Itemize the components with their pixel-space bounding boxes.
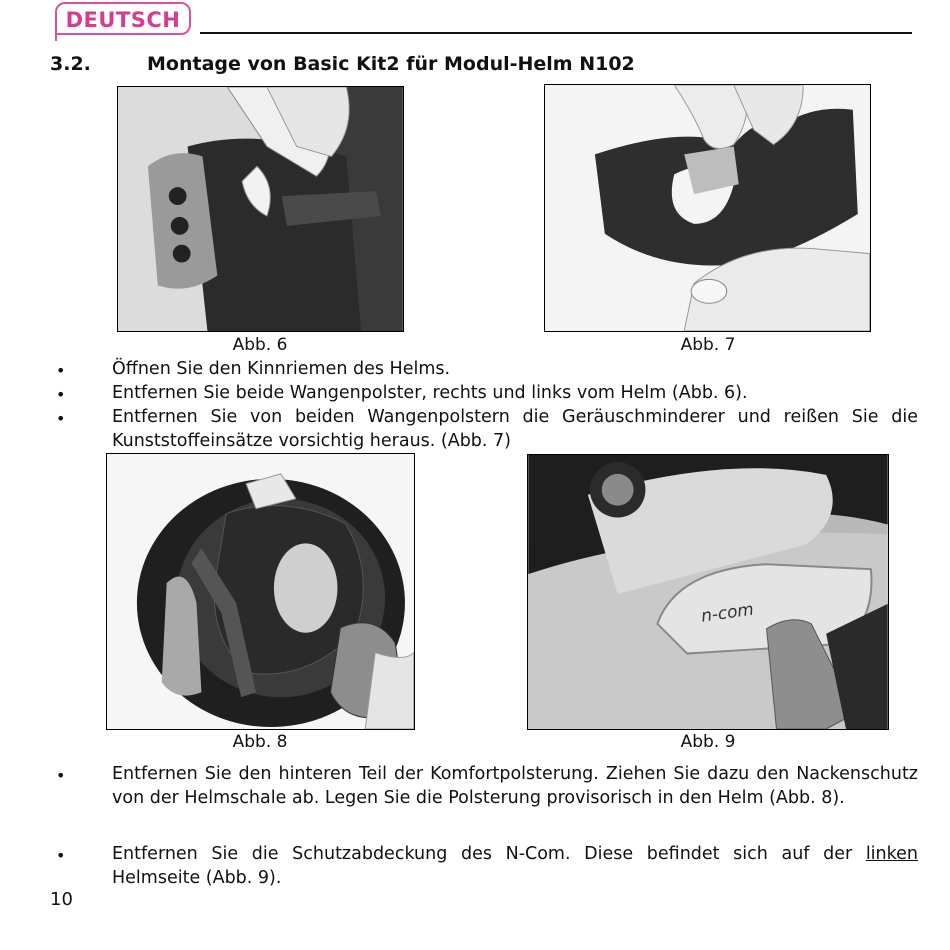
figure-6-photo	[117, 86, 404, 332]
instruction-remove-cheek-pads: Entfernen Sie beide Wangenpolster, rechts und links vom Helm (Abb. 6).	[112, 383, 748, 403]
instruction-remove-comfort-padding: Entfernen Sie den hinteren Teil der Komfortpolsterung. Ziehen Sie dazu den Nackenschutz von der Helmschale ab. Legen Sie die Polsterung provisorisch in den Helm (Abb. 8).	[112, 764, 918, 808]
figure-8-photo	[106, 453, 415, 730]
bullet-symbol: •	[56, 409, 66, 428]
figure-9-photo	[527, 454, 889, 730]
instruction-remove-ncom-cover	[112, 842, 918, 890]
cheek-pad-noise-reducer-icon	[545, 85, 870, 331]
instruction-open-chin-strap: Öffnen Sie den Kinnriemen des Helms.	[112, 359, 451, 379]
helmet-cheek-pad-removal-icon	[118, 87, 403, 331]
helmet-side-cover-ncom-icon	[528, 455, 888, 729]
bullet-symbol: •	[56, 766, 66, 785]
language-badge	[55, 2, 191, 35]
ncom-logo-text: n-com	[699, 598, 755, 626]
left-side-emphasis: linken	[865, 844, 918, 864]
badge-notch	[55, 33, 67, 41]
figure-6-caption: Abb. 6	[232, 335, 288, 355]
figure-7-photo	[544, 84, 871, 332]
helmet-interior-padding-icon	[107, 454, 414, 729]
figure-8-caption: Abb. 8	[232, 732, 288, 752]
language-label: DEUTSCH	[65, 8, 181, 32]
header-rule	[200, 32, 912, 34]
instruction-text-end: Helmseite (Abb. 9).	[112, 868, 282, 888]
bullet-symbol: •	[56, 385, 66, 404]
page-number: 10	[50, 889, 73, 910]
instruction-text-start: Entfernen Sie die Schutzabdeckung des N-Com. Diese befindet sich auf der	[112, 844, 866, 864]
bullet-symbol: •	[56, 846, 66, 865]
section-number: 3.2.	[50, 53, 91, 75]
figure-7-caption: Abb. 7	[680, 335, 736, 355]
figure-9-caption: Abb. 9	[680, 732, 736, 752]
bullet-symbol: •	[56, 361, 66, 380]
section-title: Montage von Basic Kit2 für Modul-Helm N102	[147, 53, 635, 75]
instruction-remove-noise-reducers: Entfernen Sie von beiden Wangenpolstern die Geräuschminderer und reißen Sie die Kunststoffeinsätze vorsichtig heraus. (Abb. 7)	[112, 407, 918, 451]
